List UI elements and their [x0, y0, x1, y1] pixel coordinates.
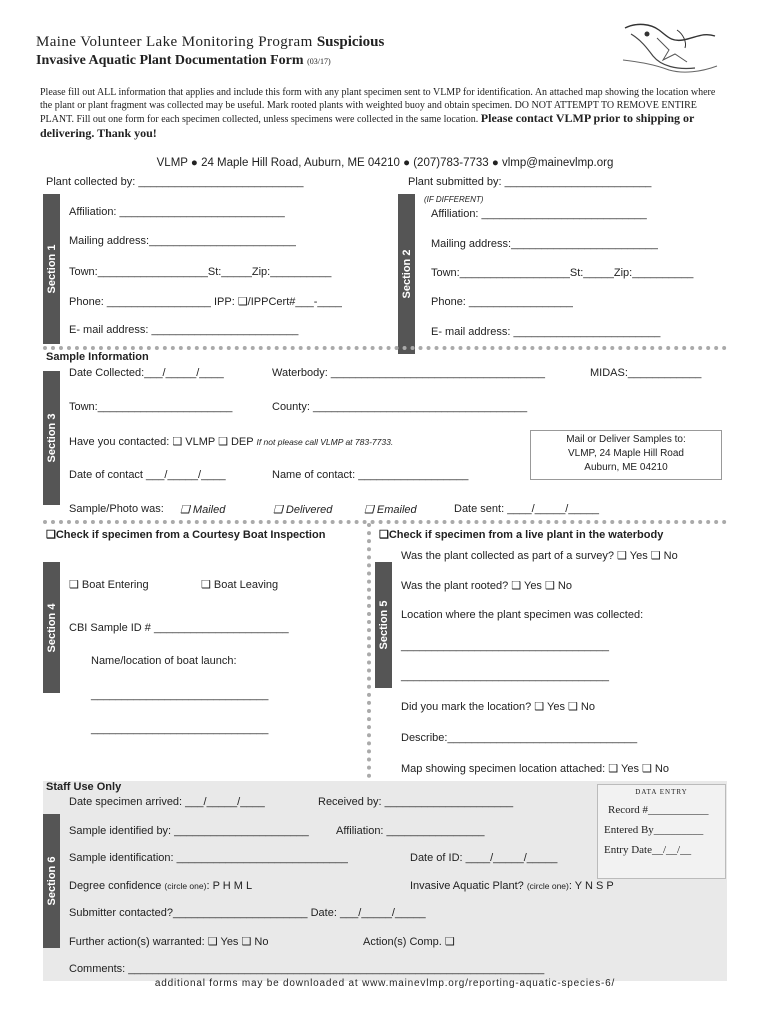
mail-deliver-box — [530, 430, 722, 480]
waterbody-field[interactable]: Waterbody: ___________________________________ — [272, 367, 546, 379]
date-arrived-field[interactable]: Date specimen arrived: ___/_____/____ — [69, 796, 265, 808]
location-label: Location where the plant specimen was collected: — [401, 609, 644, 621]
data-entry-box — [597, 784, 726, 879]
s1-phone-field[interactable]: Phone: _________________ IPP: ❑/IPPCert#___-____ — [69, 296, 342, 308]
entered-by-field[interactable]: Entered By_________ — [604, 824, 704, 836]
submitter-contacted-field[interactable]: Submitter contacted?______________________ Date: ___/_____/_____ — [69, 907, 426, 919]
action-comp-checkbox[interactable]: Action(s) Comp. ❑ — [363, 936, 455, 948]
boat-launch-line[interactable]: _____________________________ — [91, 723, 269, 735]
s6-affiliation-field[interactable]: Affiliation: ________________ — [336, 825, 485, 837]
county-field[interactable]: County: ___________________________________ — [272, 401, 528, 413]
survey-checkboxes[interactable]: Was the plant collected as part of a survey? ❑ Yes ❑ No — [401, 550, 678, 562]
boat-entering-checkbox[interactable]: ❑ Boat Entering — [69, 579, 149, 591]
location-line[interactable]: __________________________________ — [401, 640, 610, 652]
marked-location-checkboxes[interactable]: Did you mark the location? ❑ Yes ❑ No — [401, 701, 595, 713]
divider — [43, 520, 727, 524]
collected-by-field[interactable]: Plant collected by: ___________________________ — [46, 176, 304, 188]
date-collected-field[interactable]: Date Collected:___/_____/____ — [69, 367, 224, 379]
form-title-line1: Maine Volunteer Lake Monitoring Program Suspicious — [36, 34, 385, 50]
boat-launch-label: Name/location of boat launch: — [91, 655, 237, 667]
mail-box-line: VLMP, 24 Maple Hill Road — [568, 448, 684, 459]
section-4-tab: Section 4 — [43, 562, 60, 693]
further-action-checkboxes[interactable]: Further action(s) warranted: ❑ Yes ❑ No — [69, 936, 269, 948]
section-5-tab: Section 5 — [375, 562, 392, 688]
vertical-divider — [367, 523, 371, 778]
midas-field[interactable]: MIDAS:____________ — [590, 367, 702, 379]
vlmp-loon-logo-icon — [617, 20, 723, 78]
map-attached-checkboxes[interactable]: Map showing specimen location attached: ❑ Yes ❑ No — [401, 763, 669, 775]
section-1-tab: Section 1 — [43, 194, 60, 344]
instructions: Please fill out ALL information that applies and include this form with any plant specimen sent to VLMP for identification. An attached map showing the location where the plant or plant fragment was collected may be useful. Mark rooted plants with weighted buoy and obtain specimen. DO NOT ATTEMPT TO REMOVE ENTIRE PLANT. Fill out one form for each specimen collected, unless specimens were collected in the same location. Please contact VLMP prior to shipping or delivering. Thank you! — [40, 87, 716, 140]
s1-mailing-field[interactable]: Mailing address:________________________ — [69, 235, 296, 247]
mail-box-line: Auburn, ME 04210 — [584, 462, 668, 473]
degree-confidence-field[interactable]: Degree confidence (circle one): P H M L — [69, 880, 253, 892]
form-title-line2: Invasive Aquatic Plant Documentation Form (03/17) — [36, 53, 331, 68]
cbi-sample-id-field[interactable]: CBI Sample ID # ______________________ — [69, 622, 289, 634]
s1-town-field[interactable]: Town:__________________St:_____Zip:__________ — [69, 266, 332, 278]
date-of-contact-field[interactable]: Date of contact ___/_____/____ — [69, 469, 226, 481]
if-different-note: (IF DIFFERENT) — [424, 195, 484, 204]
sample-info-heading: Sample Information — [46, 351, 149, 363]
live-plant-checkbox[interactable]: ❑Check if specimen from a live plant in the waterbody — [379, 529, 664, 541]
s2-phone-field[interactable]: Phone: _________________ — [431, 296, 573, 308]
contact-line: VLMP ● 24 Maple Hill Road, Auburn, ME 04210 ● (207)783-7733 ● vlmp@mainevlmp.org — [156, 157, 614, 169]
boat-launch-line[interactable]: _____________________________ — [91, 689, 269, 701]
boat-leaving-checkbox[interactable]: ❑ Boat Leaving — [201, 579, 279, 591]
s1-affiliation-field[interactable]: Affiliation: ___________________________ — [69, 206, 285, 218]
date-sent-field[interactable]: Date sent: ____/_____/_____ — [454, 503, 599, 515]
sample-identification-field[interactable]: Sample identification: ____________________________ — [69, 852, 348, 864]
courtesy-boat-checkbox[interactable]: ❑Check if specimen from a Courtesy Boat Inspection — [46, 529, 326, 541]
rooted-checkboxes[interactable]: Was the plant rooted? ❑ Yes ❑ No — [401, 580, 572, 592]
date-of-id-field[interactable]: Date of ID: ____/_____/_____ — [410, 852, 558, 864]
location-line[interactable]: __________________________________ — [401, 670, 610, 682]
mailed-checkbox[interactable]: ❑ Mailed — [180, 504, 226, 516]
emailed-checkbox[interactable]: ❑ Emailed — [364, 504, 417, 516]
delivered-checkbox[interactable]: ❑ Delivered — [273, 504, 333, 516]
s2-email-field[interactable]: E- mail address: ________________________ — [431, 326, 661, 338]
divider — [43, 346, 727, 350]
entry-date-field[interactable]: Entry Date__/__/__ — [604, 844, 692, 856]
mail-box-line: Mail or Deliver Samples to: — [566, 434, 686, 445]
contacted-checkboxes[interactable]: Have you contacted: ❑ VLMP ❑ DEP If not please call VLMP at 783-7733. — [69, 436, 394, 448]
describe-field[interactable]: Describe:_______________________________ — [401, 732, 638, 744]
submitted-by-field[interactable]: Plant submitted by: ________________________ — [408, 176, 652, 188]
sample-photo-label: Sample/Photo was: — [69, 503, 164, 515]
s3-town-field[interactable]: Town:______________________ — [69, 401, 233, 413]
data-entry-title: DATA ENTRY — [635, 788, 688, 796]
s2-mailing-field[interactable]: Mailing address:________________________ — [431, 238, 658, 250]
invasive-plant-field[interactable]: Invasive Aquatic Plant? (circle one): Y N S P — [410, 880, 614, 892]
footer-download-note: additional forms may be downloaded at www.mainevlmp.org/reporting-aquatic-species-6/ — [154, 978, 616, 989]
s2-affiliation-field[interactable]: Affiliation: ___________________________ — [431, 208, 647, 220]
section-6-tab: Section 6 — [43, 814, 60, 948]
name-of-contact-field[interactable]: Name of contact: __________________ — [272, 469, 469, 481]
staff-use-heading: Staff Use Only — [46, 781, 122, 793]
record-number-field[interactable]: Record #___________ — [608, 804, 709, 816]
section-2-tab: Section 2 — [398, 194, 415, 354]
s1-email-field[interactable]: E- mail address: ________________________ — [69, 324, 299, 336]
identified-by-field[interactable]: Sample identified by: ______________________ — [69, 825, 309, 837]
section-3-tab: Section 3 — [43, 371, 60, 505]
s2-town-field[interactable]: Town:__________________St:_____Zip:__________ — [431, 267, 694, 279]
received-by-field[interactable]: Received by: _____________________ — [318, 796, 514, 808]
comments-field[interactable]: Comments: ____________________________________________________________________ — [69, 963, 545, 975]
